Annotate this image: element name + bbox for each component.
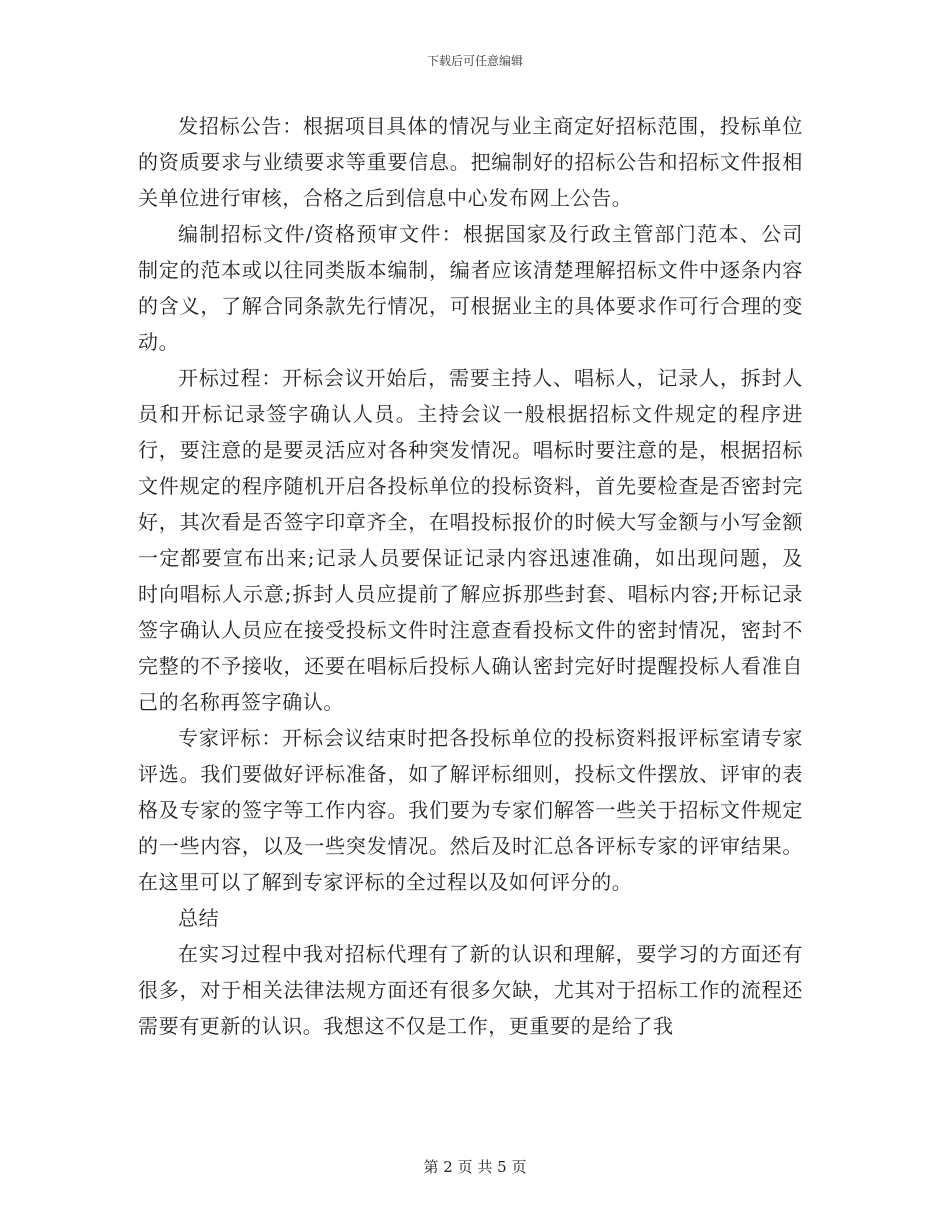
- paragraph-tender-documents: 编制招标文件/资格预审文件：根据国家及行政主管部门范本、公司制定的范本或以往同类版本编制，编者应该清楚理解招标文件中逐条内容的含义，了解合同条款先行情况，可根据业主的具体要求作可行合理的变动。: [138, 222, 803, 354]
- paragraph-bid-announcement: 发招标公告：根据项目具体的情况与业主商定好招标范围，投标单位的资质要求与业绩要求等重要信息。把编制好的招标公告和招标文件报相关单位进行审核，合格之后到信息中心发布网上公告。: [138, 114, 803, 210]
- paragraph-expert-evaluation: 专家评标：开标会议结束时把各投标单位的投标资料报评标室请专家评选。我们要做好评标准备，如了解评标细则，投标文件摆放、评审的表格及专家的签字等工作内容。我们要为专家们解答一些关于招标文件规定的一些内容，以及一些突发情况。然后及时汇总各评标专家的评审结果。在这里可以了解到专家评标的全过程以及如何评分的。: [138, 726, 803, 894]
- page-number: 第 2 页 共 5 页: [423, 1158, 527, 1176]
- paragraph-summary: 在实习过程中我对招标代理有了新的认识和理解，要学习的方面还有很多，对于相关法律法规方面还有很多欠缺，尤其对于招标工作的流程还需要有更新的认识。我想这不仅是工作，更重要的是给了我: [138, 942, 803, 1038]
- section-heading-summary: 总结: [178, 906, 220, 930]
- paragraph-bid-opening: 开标过程：开标会议开始后，需要主持人、唱标人，记录人，拆封人员和开标记录签字确认人员。主持会议一般根据招标文件规定的程序进行，要注意的是要灵活应对各种突发情况。唱标时要注意的是，根据招标文件规定的程序随机开启各投标单位的投标资料，首先要检查是否密封完好，其次看是否签字印章齐全，在唱投标报价的时候大写金额与小写金额一定都要宣布出来;记录人员要保证记录内容迅速准确，如出现问题，及时向唱标人示意;拆封人员应提前了解应拆那些封套、唱标内容;开标记录签字确认人员应在接受投标文件时注意查看投标文件的密封情况，密封不完整的不予接收，还要在唱标后投标人确认密封完好时提醒投标人看准自己的名称再签字确认。: [138, 366, 803, 714]
- page-header: 下载后可任意编辑: [426, 54, 523, 68]
- document-body: [138, 108, 803, 1044]
